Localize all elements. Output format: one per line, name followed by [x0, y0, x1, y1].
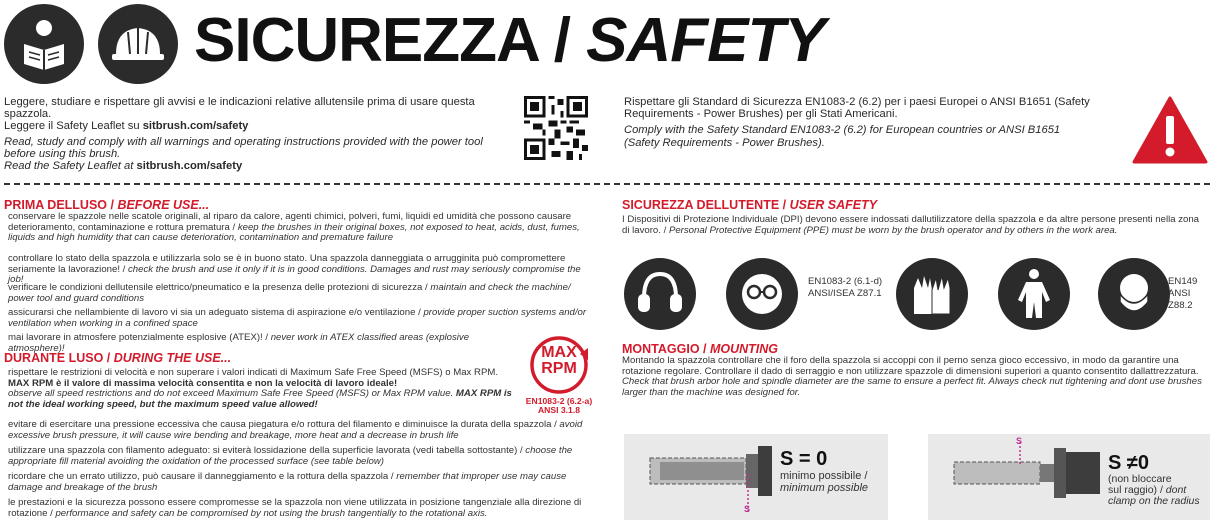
- max-rpm-badge-bottom: RPM: [541, 360, 577, 377]
- before-use-title: PRIMA DELLUSO / BEFORE USE...: [4, 198, 210, 212]
- safety-link: sitbrush.com/safety: [142, 120, 249, 133]
- gloves-icon: [896, 258, 968, 330]
- safety-link-en: sitbrush.com/safety: [136, 160, 243, 173]
- before-use-item-4: assicurarsi che nellambiente di lavoro vi sia un adeguato sistema di aspirazione e/o ventilazione / provide proper suction systems and/or ventilation when working in a confined space: [8, 307, 587, 329]
- intro-right: Rispettare gli Standard di Sicurezza EN1083-2 (6.2) per i paesi Europei o ANSI B1651 (Safety Requirements - Power Brushes) per gli Stati Americani. Comply with the Safety Standard EN1083-2 (6.2) for European countries or ANSI B1651 (Safety Requirements - Power Brushes).: [624, 96, 1090, 149]
- user-safety-title: SICUREZZA DELLUTENTE / USER SAFETY: [622, 198, 878, 212]
- face-mask-icon: [1098, 258, 1170, 330]
- before-use-item-2: controllare lo stato della spazzola e utilizzarla solo se è in buono stato. Una spazzola danneggiata o arrugginita può compromettere seriamente la lavorazione! / check the brush and use it only if it is in good conditions. Damages and rust may seriously compromise the job!: [8, 253, 581, 286]
- during-use-item-1: rispettare le restrizioni di velocità e non superare i valori indicati di Maximum Safe Free Speed (MSFS) o Max RPM. MAX RPM è il valore di massima velocità consentita e non la velocità di lavoro ideale! observe all speed restrictions and do not exceed Maximum Safe Free Speed (MSFS) or Max RPM value. MAX RPM is not the ideal working speed, but the maximum speed value allowed!: [8, 367, 512, 410]
- gap-value-right: S ≠0: [1108, 452, 1149, 474]
- gap-label-left: minimo possibile / minimum possible: [780, 470, 869, 494]
- mounting-diagram-wrong: [928, 434, 1210, 520]
- max-rpm-standard-2: ANSI 3.1.8: [537, 405, 581, 415]
- page-title: SICUREZZA / SAFETY: [194, 6, 825, 75]
- read-manual-icon: [4, 4, 84, 84]
- during-use-item-3: utilizzare una spazzola con filamento adeguato: si eviterà lossidazione della superficie lavorata (vedi tabella sottostante) / choose the appropriate fill material avoiding the oxidation of the processed surface (see table below): [8, 445, 573, 467]
- during-use-title: DURANTE LUSO / DURING THE USE...: [4, 351, 232, 365]
- before-use-item-1: conservare le spazzole nelle scatole originali, al riparo da calore, agenti chimici, polveri, fumi, liquidi ed umidità che possono causare deterioramento, contaminazione e rottura prematura / keep the brushes in their original boxes, not exposed to heat, acids, dust, fumes, liquids and high humidity that can cause deterioration, contamination and premature failure: [8, 211, 580, 244]
- user-safety-text: I Dispositivi di Protezione Individuale (DPI) devono essere indossati dallutilizzatore della spazzola e da altre persone presenti nella zona di lavoro. / Personal Protective Equipment (PPE) must be worn by the brush operator and by others in the work area.: [622, 214, 1200, 236]
- intro-left: Leggere, studiare e rispettare gli avvisi e le indicazioni relative allutensile prima di usare questa spazzola. Leggere il Safety Leaflet su sitbrush.com/safety Read, study and comply with all warnings and operating instructions provided with the power tool before using this brush. Read the Safety Leaflet at sitbrush.com/safety: [4, 96, 483, 173]
- before-use-item-5: mai lavorare in atmosfere potenzialmente esplosive (ATEX)! / never work in ATEX classified areas (explosive atmosphere)!: [8, 332, 470, 354]
- marker-s-left: S: [744, 504, 751, 514]
- max-rpm-standard-1: EN1083-2 (6.2-a): [525, 396, 593, 406]
- glasses-standard: EN1083-2 (6.1-d) ANSI/ISEA Z87.1: [808, 276, 883, 299]
- safety-glasses-icon: [726, 258, 798, 330]
- section-divider: [4, 183, 1210, 185]
- warning-triangle-icon: [1132, 96, 1208, 164]
- hard-hat-icon: [98, 4, 178, 84]
- gap-value-left: S = 0: [780, 448, 828, 470]
- mask-standard: EN149 ANSI Z88.2: [1168, 276, 1198, 311]
- qr-code: [524, 96, 588, 160]
- mounting-text: Montando la spazzola controllare che il foro della spazzola si accoppi con il perno senza gioco eccessivo, in modo da garantire una rotazione regolare. Controllare il dado di serraggio e non utilizzare spazzole di dimensioni superiori a quanto consentito dallattrezzatura. Check that brush arbor hole and spindle diameter are the same to ensure a perfect fit. Always check nut tightening and dont use brushes larger than the machine was designed for.: [622, 355, 1202, 398]
- protective-suit-icon: [998, 258, 1070, 330]
- mounting-title: MONTAGGIO / MOUNTING: [622, 342, 779, 356]
- max-rpm-badge-top: MAX: [541, 344, 577, 361]
- during-use-item-4: ricordare che un errato utilizzo, può causare il danneggiamento e la rottura della spazzola / remember that improper use may cause damage and breakage of the brush: [8, 471, 567, 493]
- gap-label-right: (non bloccare sul raggio) / dont clamp on the radius: [1108, 473, 1200, 507]
- before-use-item-3: verificare le condizioni dellutensile elettrico/pneumatico e la presenza delle protezioni di sicurezza / maintain and check the machine/ power tool and guard conditions: [8, 282, 571, 304]
- during-use-item-5: le prestazioni e la sicurezza possono essere compromesse se la spazzola non viene utilizzata in posizione tangenziale alla direzione di rotazione / performance and safety can be compromised by not using the brush tangentially to the rotational axis.: [8, 497, 582, 519]
- during-use-item-2: evitare di esercitare una pressione eccessiva che causa piegatura e/o rottura del filamento e diminuisce la durata della spazzola / avoid excessive brush pressure, it will cause wire bending and breakage, more heat and a decrease in brush life: [8, 419, 583, 441]
- ear-protection-icon: [624, 258, 696, 330]
- marker-s-right: S: [1016, 436, 1023, 446]
- mounting-diagram-correct: [624, 434, 888, 520]
